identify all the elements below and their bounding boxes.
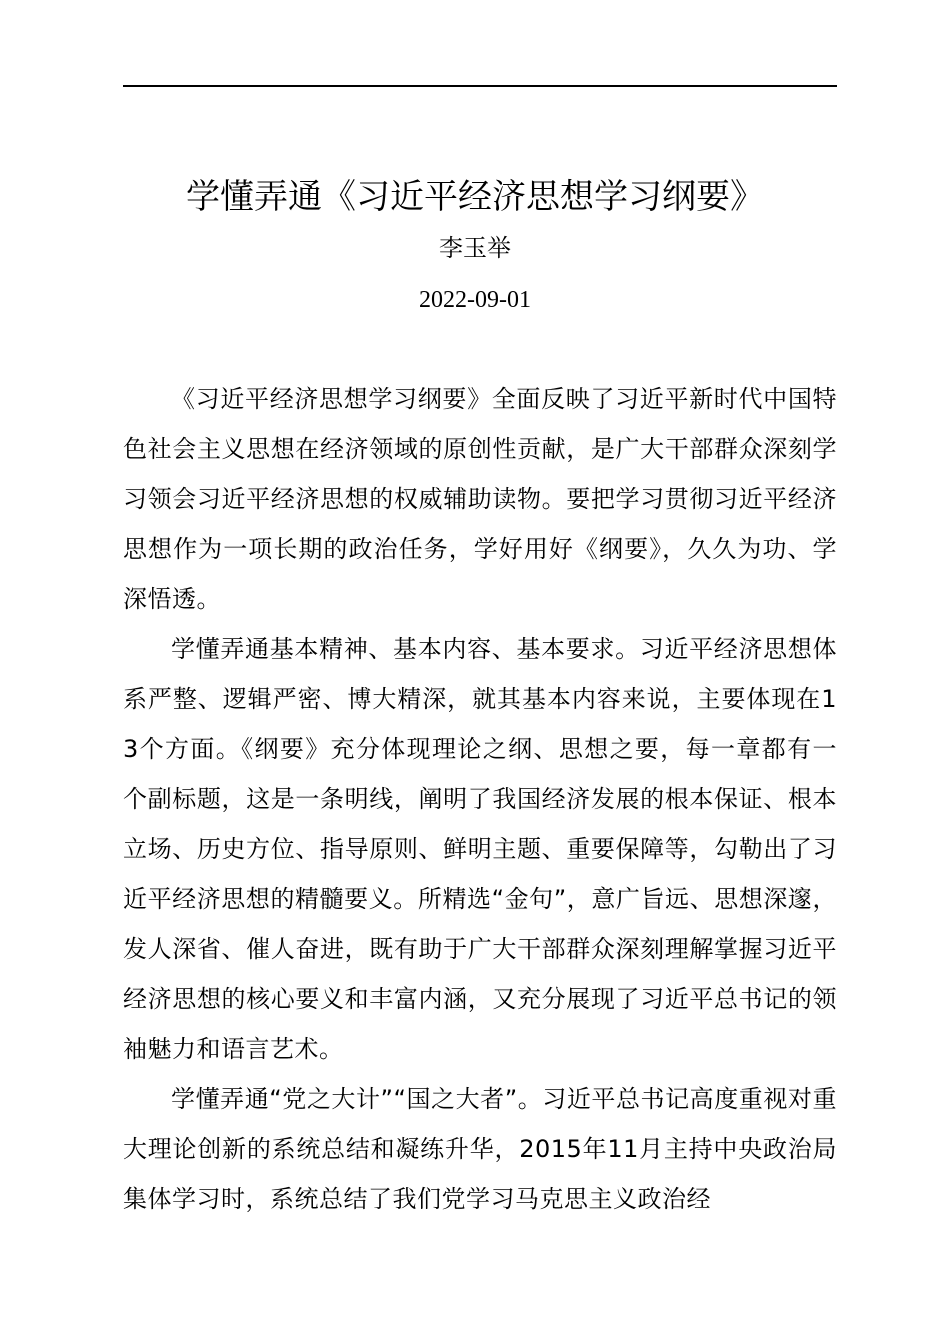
publish-date: 2022-09-01 <box>419 287 531 313</box>
article-body <box>123 374 837 1224</box>
article-title: 学懂弄通《习近平经济思想学习纲要》 <box>186 177 764 217</box>
author-name: 李玉举 <box>439 234 511 262</box>
paragraph: 《习近平经济思想学习纲要》全面反映了习近平新时代中国特色社会主义思想在经济领域的原创性贡献，是广大干部群众深刻学习领会习近平经济思想的权威辅助读物。要把学习贯彻习近平经济思想作为一项长期的政治任务，学好用好《纲要》，久久为功、学深悟透。 <box>123 385 837 613</box>
paragraph: 学懂弄通“党之大计”“国之大者”。习近平总书记高度重视对重大理论创新的系统总结和凝练升华，2015年11月主持中央政治局集体学习时，系统总结了我们党学习马克思主义政治经 <box>123 1085 837 1213</box>
header-rule <box>123 85 837 87</box>
paragraph: 学懂弄通基本精神、基本内容、基本要求。习近平经济思想体系严整、逻辑严密、博大精深，就其基本内容来说，主要体现在13个方面。《纲要》充分体现理论之纲、思想之要，每一章都有一个副标题，这是一条明线，阐明了我国经济发展的根本保证、根本立场、历史方位、指导原则、鲜明主题、重要保障等，勾勒出了习近平经济思想的精髓要义。所精选“金句”，意广旨远、思想深邃，发人深省、催人奋进，既有助于广大干部群众深刻理解掌握习近平经济思想的核心要义和丰富内涵，又充分展现了习近平总书记的领袖魅力和语言艺术。 <box>123 635 837 1063</box>
